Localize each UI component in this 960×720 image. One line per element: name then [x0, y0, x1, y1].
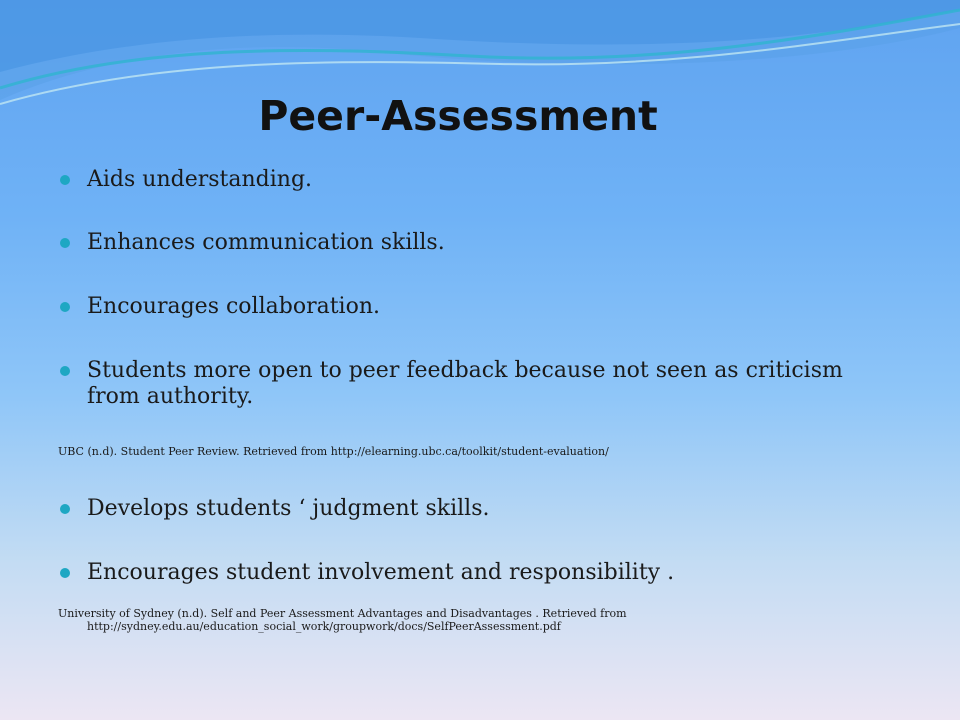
bullet-item: [60, 230, 890, 256]
bullet-text: Students more open to peer feedback because not seen as criticism from authority.: [87, 358, 843, 409]
bullet-item: [60, 358, 890, 410]
reference-citation: [58, 607, 658, 633]
bullet-text: Develops students ‘ judgment skills.: [87, 496, 490, 521]
bullet-dot: [60, 302, 70, 312]
reference-url: http://sydney.edu.au/education_social_work/groupwork/docs/SelfPeerAssessment.pdf: [87, 620, 561, 633]
bullet-item: [60, 294, 890, 320]
bullet-text: Aids understanding.: [87, 167, 313, 192]
reference-citation: UBC (n.d). Student Peer Review. Retrieved from http://elearning.ubc.ca/toolkit/student-evaluation/: [58, 445, 609, 458]
bullet-dot: [60, 568, 70, 578]
bullet-item: [60, 167, 890, 193]
bullet-text: Encourages collaboration.: [87, 294, 380, 319]
bullet-dot: [60, 175, 70, 185]
bullet-item: [60, 560, 890, 586]
bullet-dot: [60, 238, 70, 248]
bullet-dot: [60, 504, 70, 514]
bullet-dot: [60, 366, 70, 376]
bullet-text: Encourages student involvement and responsibility .: [87, 560, 675, 585]
bullet-item: [60, 496, 890, 522]
reference-line: University of Sydney (n.d). Self and Peer Assessment Advantages and Disadvantages . Retrieved from: [58, 607, 627, 620]
bullet-text: Enhances communication skills.: [87, 230, 445, 255]
slide-title: Peer-Assessment: [258, 92, 658, 140]
